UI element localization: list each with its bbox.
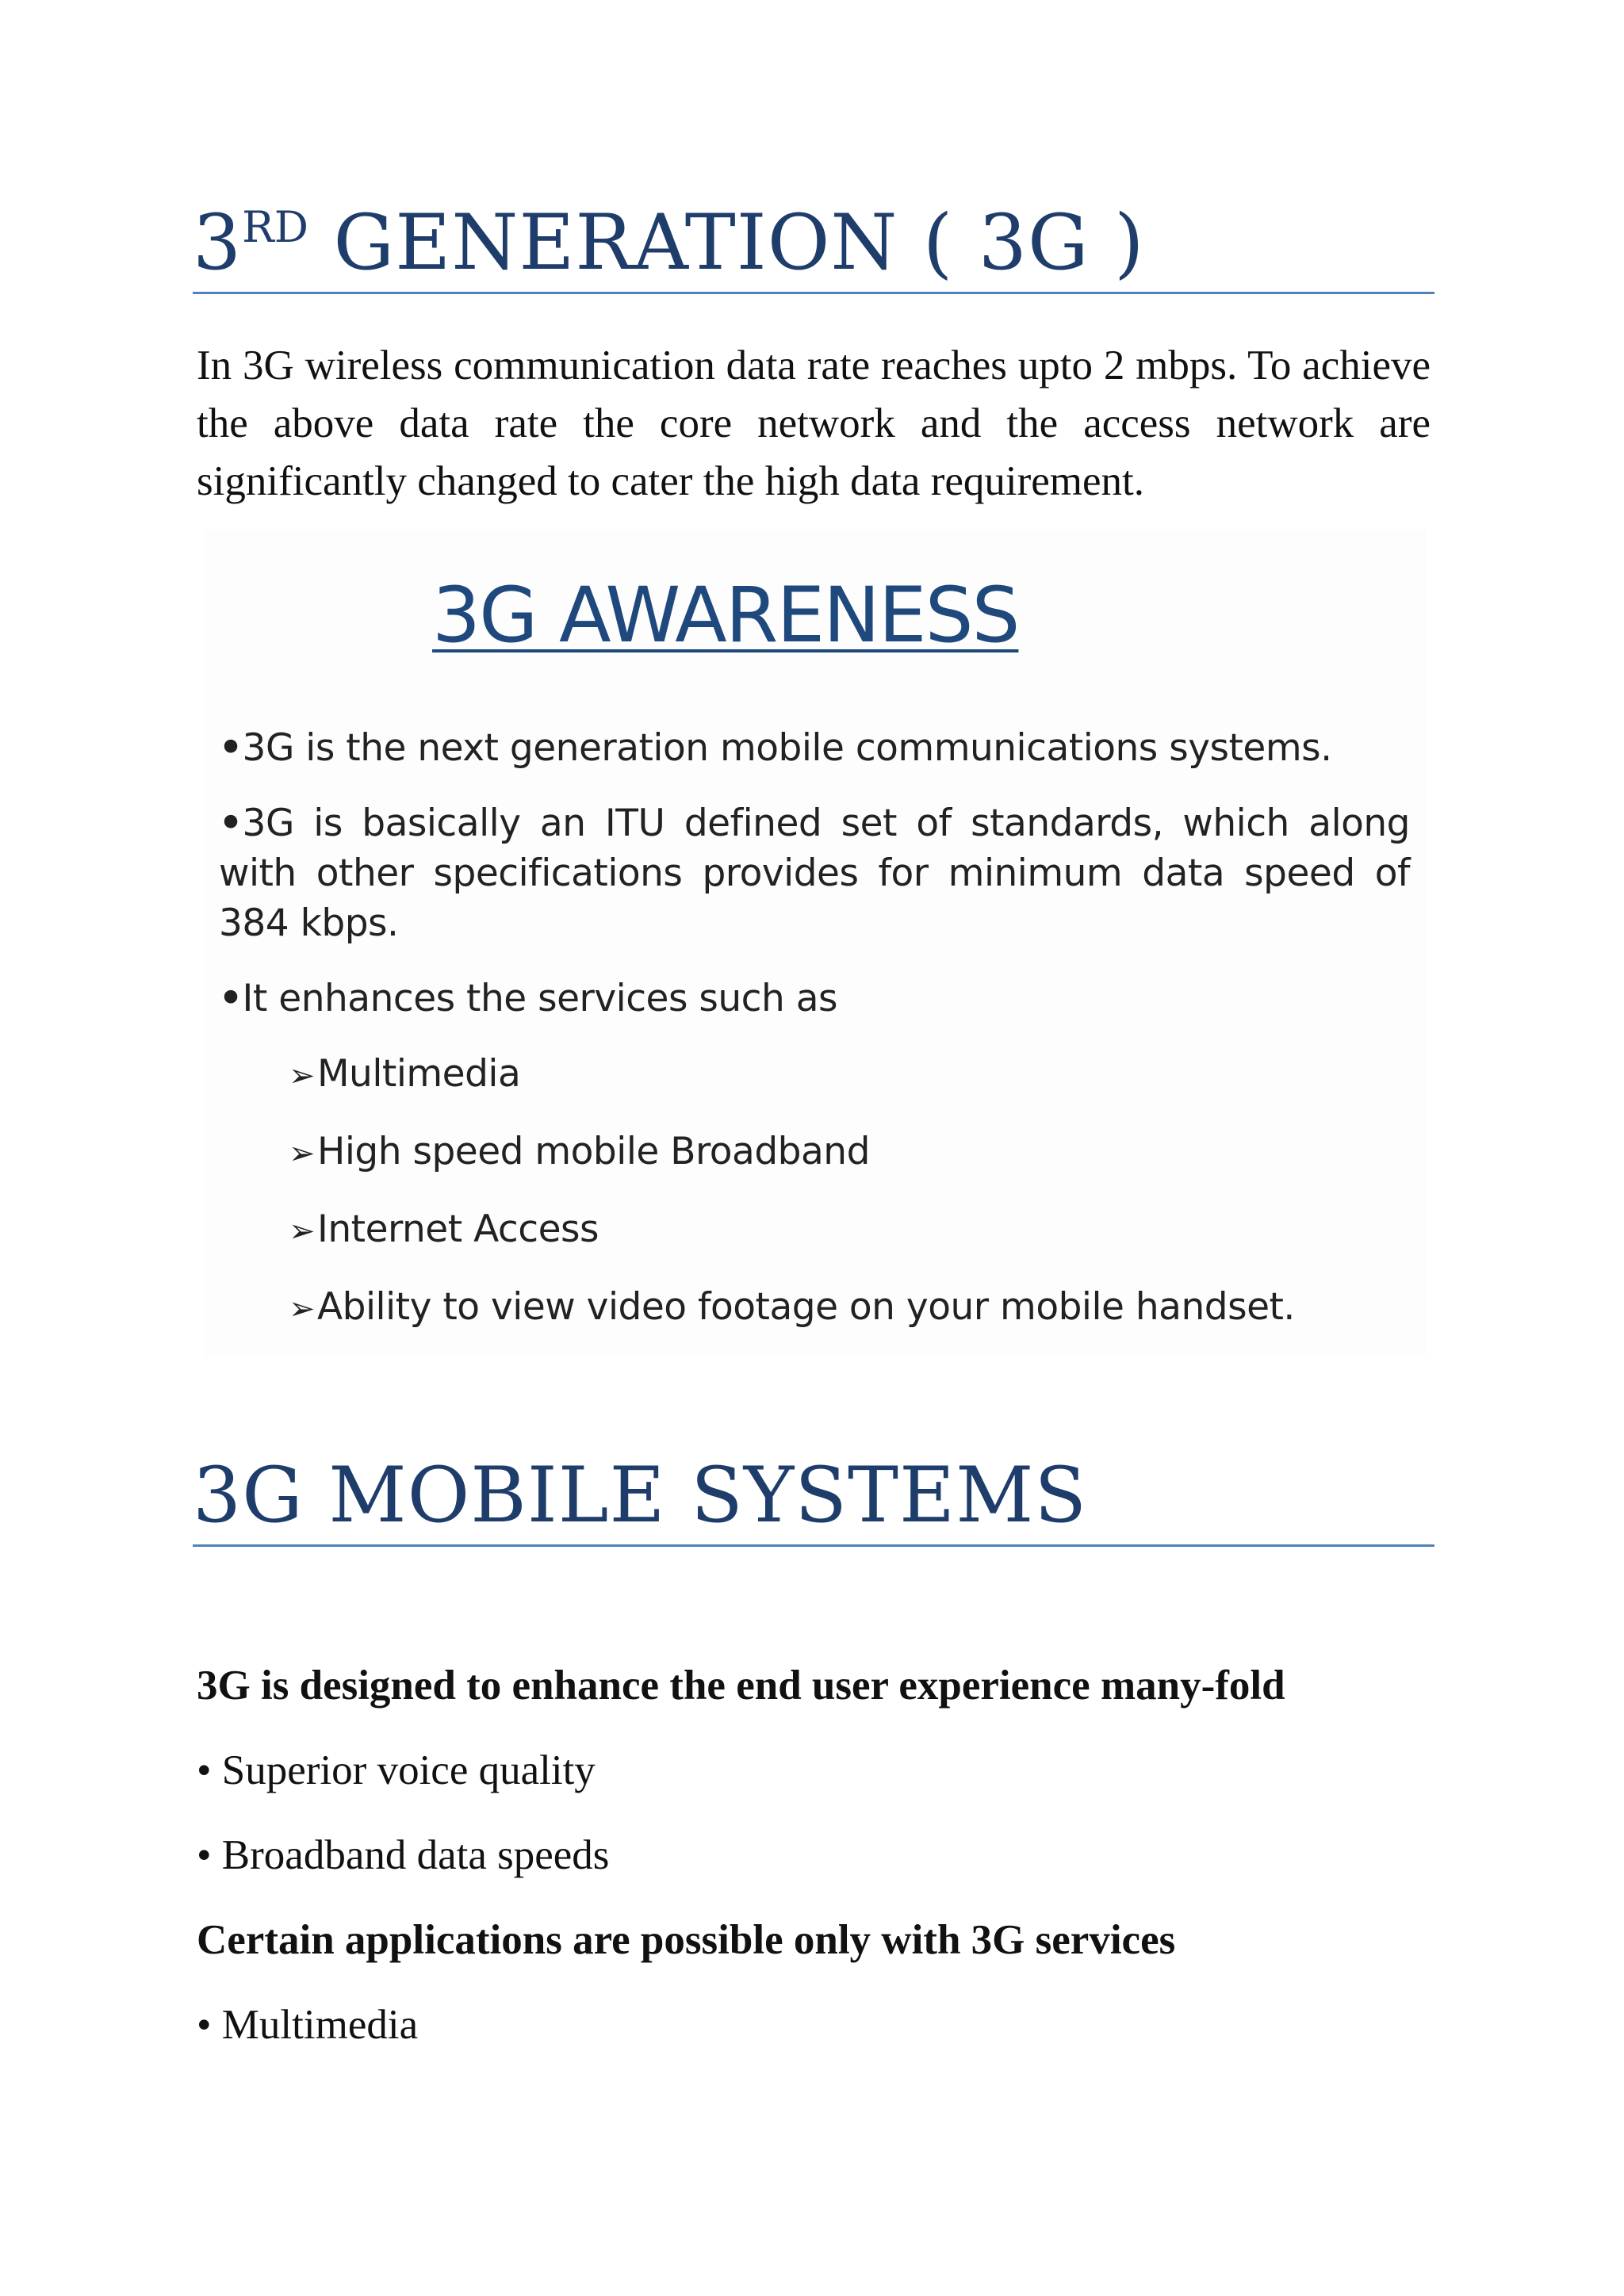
slide-sub-item bbox=[219, 1282, 1410, 1334]
section-heading-3g-mobile-systems: 3G MOBILE SYSTEMS bbox=[193, 1457, 1434, 1547]
arrow-bullet-icon: ➢ bbox=[289, 1058, 316, 1094]
lead-statement: 3G is designed to enhance the end user experience many-fold bbox=[197, 1663, 1285, 1709]
slide-bullet bbox=[219, 798, 1410, 948]
heading-text: GENERATION ( 3G ) bbox=[308, 198, 1145, 287]
slide-image-3g-awareness bbox=[205, 530, 1426, 1356]
slide-title: 3G AWARENESS bbox=[432, 571, 1019, 660]
list-item: • Multimedia bbox=[197, 2002, 419, 2048]
list-item: • Broadband data speeds bbox=[197, 1832, 610, 1878]
mobile-systems-content bbox=[197, 1657, 1431, 2081]
heading-superscript: RD bbox=[242, 202, 309, 252]
slide-bullet-list bbox=[219, 723, 1410, 1360]
bullet-glyph: • bbox=[219, 802, 243, 845]
slide-bullet-text: 3G is basically an ITU defined set of standards, which along with other specifications provides for minimum data speed of 384 kbps. bbox=[219, 802, 1410, 945]
arrow-bullet-icon: ➢ bbox=[289, 1135, 316, 1172]
bullet-glyph: • bbox=[219, 726, 243, 770]
heading-number: 3 bbox=[193, 198, 243, 287]
slide-bullet-text: 3G is the next generation mobile communications systems. bbox=[242, 726, 1332, 770]
slide-sub-item-text: Internet Access bbox=[317, 1207, 599, 1251]
arrow-bullet-icon: ➢ bbox=[289, 1291, 316, 1327]
slide-sub-item-text: Multimedia bbox=[317, 1052, 521, 1096]
slide-sub-item bbox=[219, 1127, 1410, 1179]
slide-sub-item bbox=[219, 1204, 1410, 1257]
intro-paragraph: In 3G wireless communication data rate reaches upto 2 mbps. To achieve the above data rate the core network and the access network are significantly changed to cater the high data requirement. bbox=[197, 342, 1431, 504]
arrow-bullet-icon: ➢ bbox=[289, 1213, 316, 1249]
slide-bullet bbox=[219, 974, 1410, 1024]
bullet-glyph: • bbox=[219, 977, 243, 1020]
slide-sub-item-text: Ability to view video footage on your mobile handset. bbox=[317, 1285, 1295, 1329]
slide-bullet-text: It enhances the services such as bbox=[242, 977, 838, 1020]
section-heading-3g-generation bbox=[193, 198, 1434, 294]
slide-sub-item bbox=[219, 1049, 1410, 1101]
lead-statement-2: Certain applications are possible only with 3G services bbox=[197, 1917, 1176, 1963]
list-item: • Superior voice quality bbox=[197, 1747, 596, 1793]
slide-bullet bbox=[219, 723, 1410, 773]
slide-sub-item-text: High speed mobile Broadband bbox=[317, 1130, 870, 1173]
